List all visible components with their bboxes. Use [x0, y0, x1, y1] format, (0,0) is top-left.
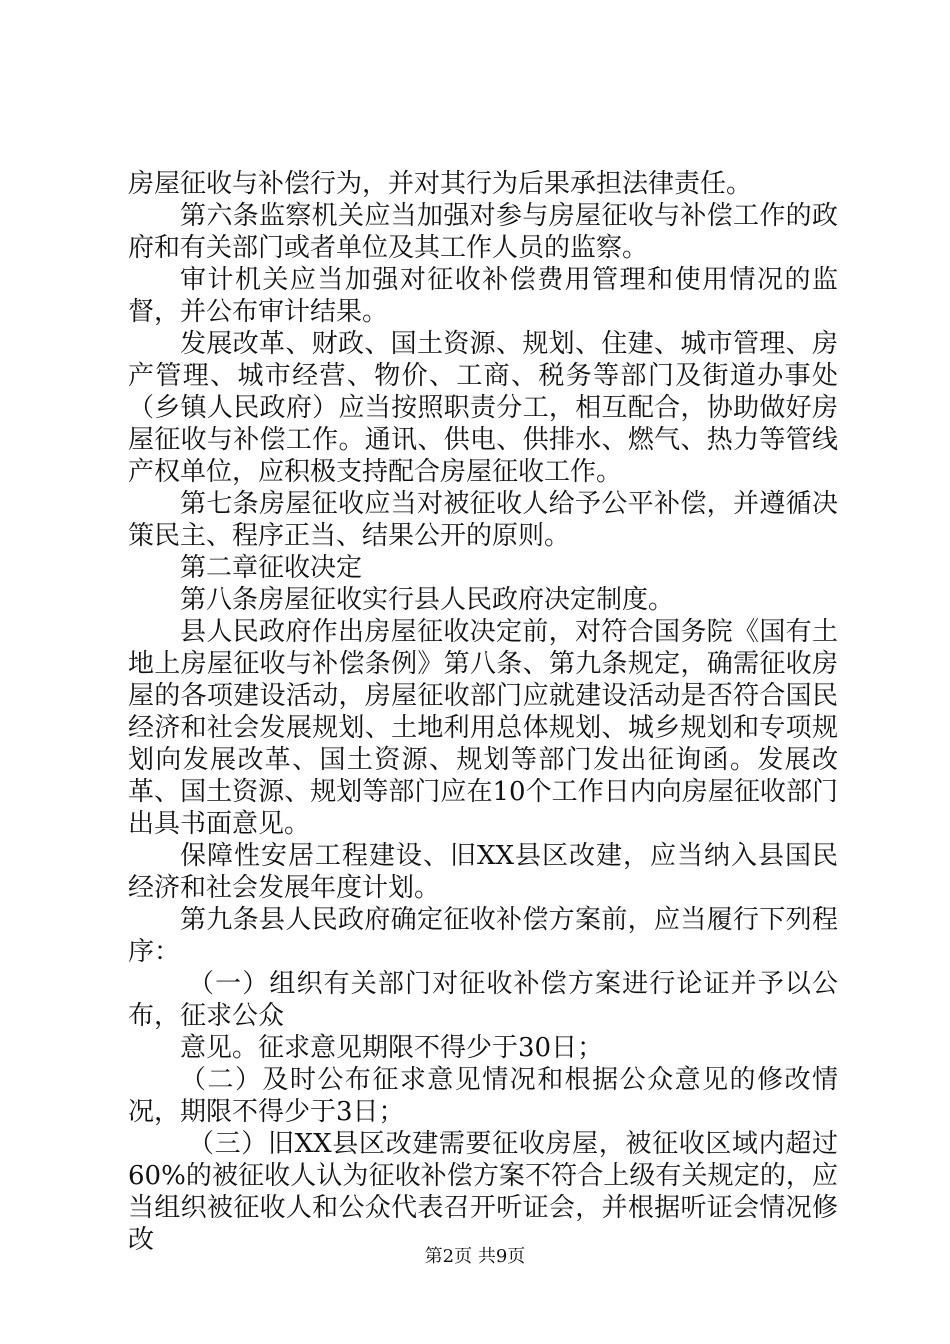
- list-item-2: （二）及时公布征求意见情况和根据公众意见的修改情况，期限不得少于3日；: [128, 1065, 838, 1127]
- page-number: 第2页 共9页: [424, 1246, 526, 1267]
- document-body: [128, 168, 838, 1256]
- paragraph-article-7: 第七条房屋征收应当对被征收人给予公平补偿，并遵循决策民主、程序正当、结果公开的原则。: [128, 489, 838, 551]
- paragraph-departments: 发展改革、财政、国土资源、规划、住建、城市管理、房产管理、城市经营、物价、工商、税务等部门及街道办事处（乡镇人民政府）应当按照职责分工，相互配合，协助做好房屋征收与补偿工作。通讯、供电、供排水、燃气、热力等管线产权单位，应积极支持配合房屋征收工作。: [128, 329, 838, 487]
- paragraph-1: 房屋征收与补偿行为，并对其行为后果承担法律责任。: [128, 169, 753, 199]
- list-item-1: （一）组织有关部门对征收补偿方案进行论证并予以公布，征求公众: [128, 969, 838, 1031]
- paragraph-article-9: 第九条县人民政府确定征收补偿方案前，应当履行下列程序：: [128, 905, 838, 967]
- paragraph-article-8: 第八条房屋征收实行县人民政府决定制度。: [180, 585, 675, 615]
- chapter-heading: 第二章征收决定: [180, 553, 363, 583]
- paragraph-housing-project: 保障性安居工程建设、旧XX县区改建，应当纳入县国民经济和社会发展年度计划。: [128, 841, 838, 903]
- paragraph-article-6: 第六条监察机关应当加强对参与房屋征收与补偿工作的政府和有关部门或者单位及其工作人员的监察。: [128, 201, 838, 263]
- list-item-1-continued: 意见。征求意见期限不得少于30日；: [180, 1033, 604, 1063]
- paragraph-audit: 审计机关应当加强对征收补偿费用管理和使用情况的监督，并公布审计结果。: [128, 265, 838, 327]
- paragraph-consultation: 县人民政府作出房屋征收决定前，对符合国务院《国有土地上房屋征收与补偿条例》第八条、第九条规定，确需征收房屋的各项建设活动，房屋征收部门应就建设活动是否符合国民经济和社会发展规划、土地利用总体规划、城乡规划和专项规划向发展改革、国土资源、规划等部门发出征询函。发展改革、国土资源、规划等部门应在10个工作日内向房屋征收部门出具书面意见。: [128, 617, 838, 839]
- list-item-3: （三）旧XX县区改建需要征收房屋，被征收区域内超过60%的被征收人认为征收补偿方案不符合上级有关规定的，应当组织被征收人和公众代表召开听证会，并根据听证会情况修改: [128, 1129, 838, 1255]
